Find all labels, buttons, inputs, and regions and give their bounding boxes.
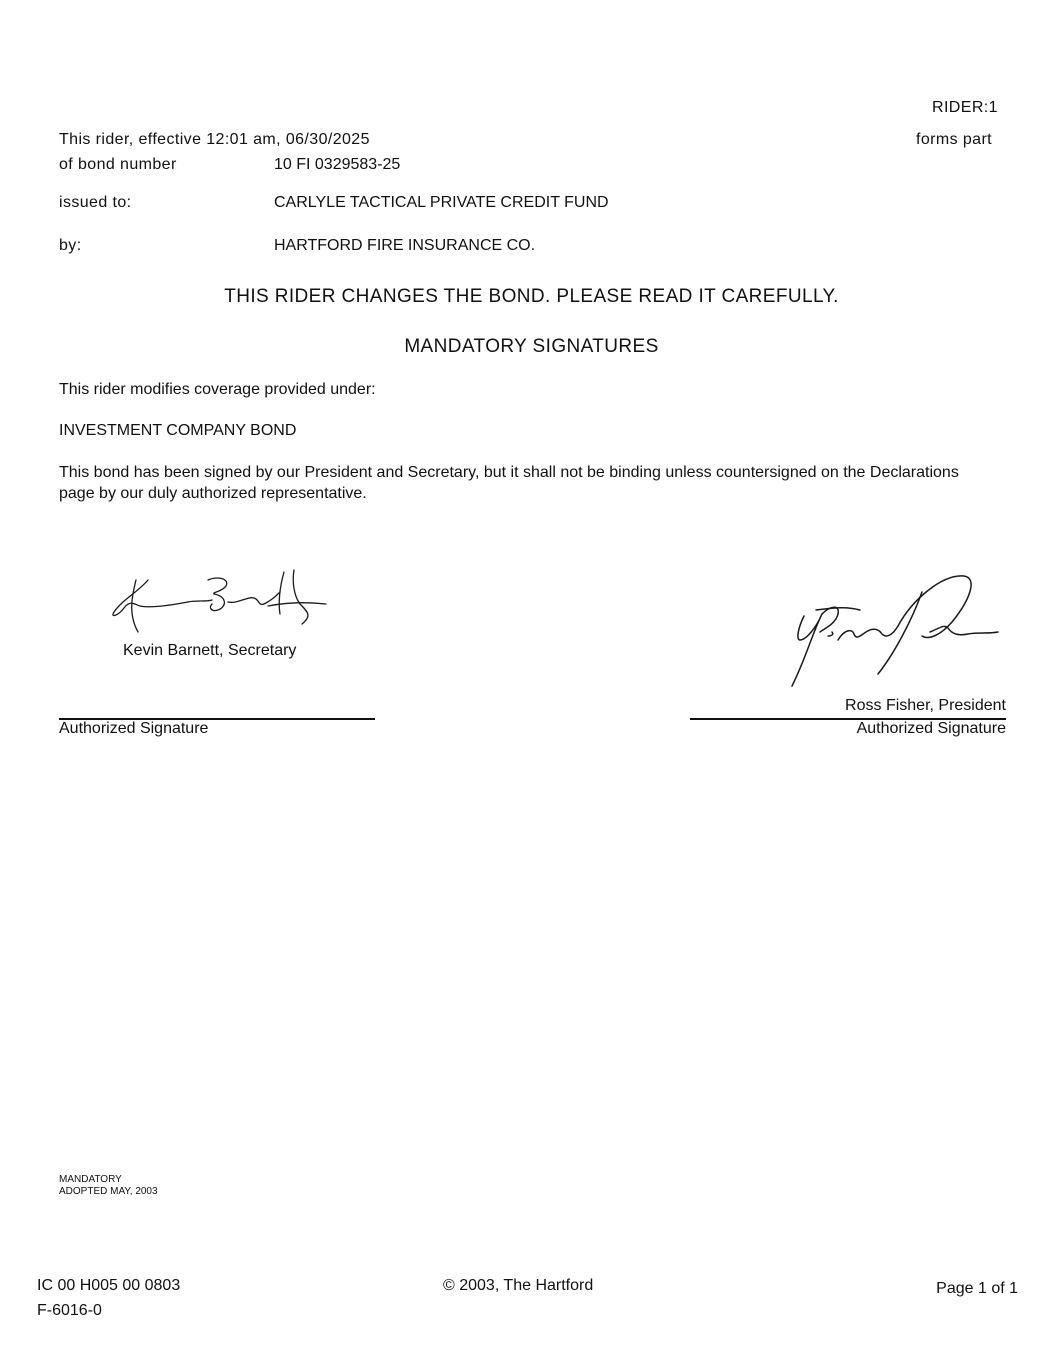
form-code: IC 00 H005 00 0803	[37, 1277, 181, 1294]
form-number: F-6016-0	[37, 1302, 102, 1319]
president-signature-image	[782, 570, 1004, 692]
rider-number: RIDER:1	[932, 99, 998, 116]
rider-title: MANDATORY SIGNATURES	[404, 336, 659, 357]
secretary-signature-image	[108, 566, 333, 638]
rider-notice-heading: THIS RIDER CHANGES THE BOND. PLEASE READ IT CAREFULLY.	[224, 286, 839, 307]
president-name: Ross Fisher, President	[845, 697, 1006, 714]
coverage-name: INVESTMENT COMPANY BOND	[59, 422, 297, 439]
right-authorized-signature-caption: Authorized Signature	[856, 720, 1006, 737]
issued-to-value: CARLYLE TACTICAL PRIVATE CREDIT FUND	[274, 194, 609, 211]
left-authorized-signature-caption: Authorized Signature	[59, 720, 209, 737]
signature-paragraph: This bond has been signed by our President and Secretary, but it shall not be binding unless countersigned on the Declarations page by our duly authorized representative.	[59, 464, 959, 502]
bond-number-label: of bond number	[59, 156, 177, 173]
issued-to-label: issued to:	[59, 194, 132, 211]
bond-number-value: 10 FI 0329583-25	[274, 156, 401, 173]
insurer-name: HARTFORD FIRE INSURANCE CO.	[274, 237, 536, 254]
copyright-notice: © 2003, The Hartford	[443, 1277, 594, 1294]
page-number: Page 1 of 1	[936, 1280, 1018, 1297]
secretary-name: Kevin Barnett, Secretary	[123, 642, 297, 659]
modifies-text: This rider modifies coverage provided under:	[59, 381, 376, 398]
adopted-date: ADOPTED MAY, 2003	[59, 1186, 158, 1197]
forms-part-text: forms part	[916, 131, 993, 148]
mandatory-label: MANDATORY	[59, 1174, 122, 1185]
effective-text: This rider, effective 12:01 am, 06/30/2025	[59, 131, 370, 148]
by-label: by:	[59, 237, 82, 254]
